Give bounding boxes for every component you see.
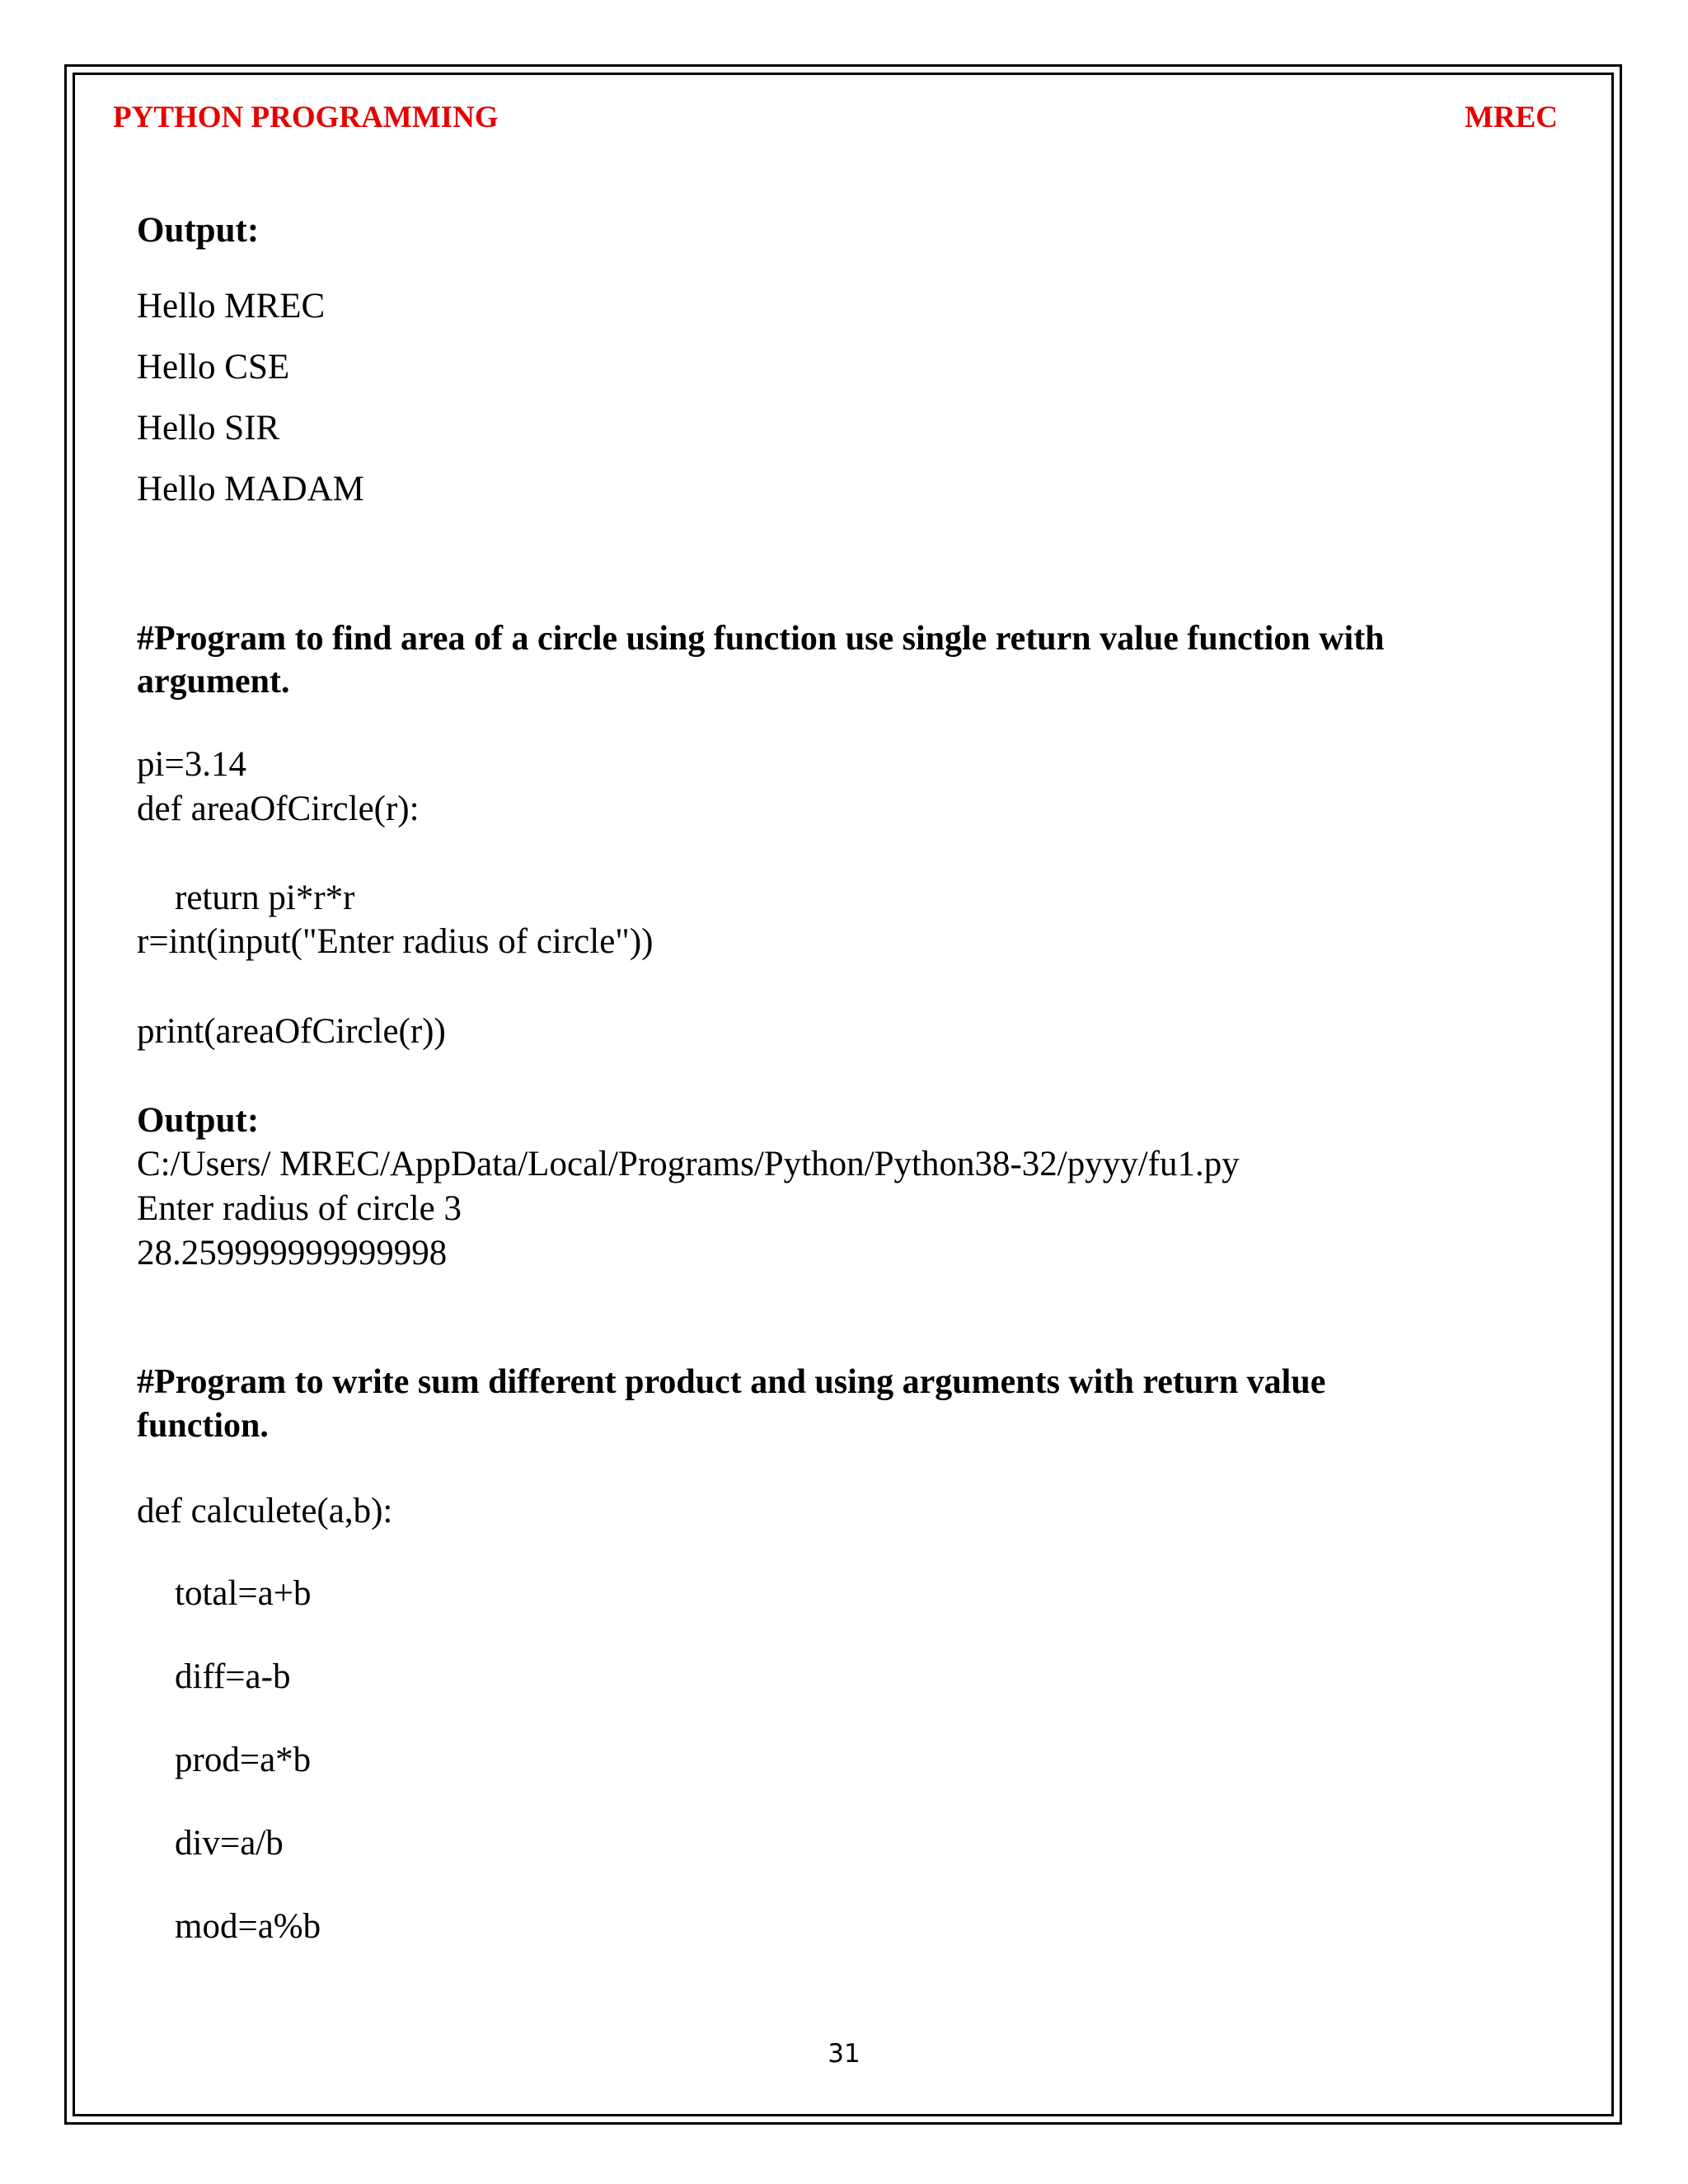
code-line: mod=a%b: [175, 1907, 321, 1946]
program-heading-area-circle-cont: argument.: [137, 663, 290, 701]
code-line: diff=a-b: [175, 1657, 291, 1696]
code-line: r=int(input("Enter radius of circle")): [137, 922, 654, 961]
output-label-2: Output:: [137, 1101, 260, 1140]
program-heading-calculate-cont: function.: [137, 1407, 269, 1445]
output-line: Hello CSE: [137, 348, 290, 387]
code-line: pi=3.14: [137, 745, 246, 784]
code-line: def areaOfCircle(r):: [137, 790, 420, 828]
code-line: total=a+b: [175, 1574, 312, 1613]
header-title: PYTHON PROGRAMMING: [113, 101, 499, 134]
code-line: def calculete(a,b):: [137, 1492, 393, 1530]
output-line: Enter radius of circle 3: [137, 1189, 462, 1228]
header-institution: MREC: [1464, 101, 1558, 134]
output-line: 28.259999999999998: [137, 1234, 448, 1272]
program-heading-area-circle: #Program to find area of a circle using function use single return value function with: [137, 620, 1385, 658]
program-heading-calculate: #Program to write sum different product and using arguments with return value: [137, 1363, 1326, 1401]
code-line: print(areaOfCircle(r)): [137, 1012, 446, 1051]
output-line: Hello MADAM: [137, 470, 364, 509]
page-border-inner: [73, 73, 1614, 2116]
code-line: return pi*r*r: [175, 879, 355, 917]
code-line: prod=a*b: [175, 1741, 312, 1779]
output-line: Hello MREC: [137, 287, 326, 326]
page-number: 31: [828, 2039, 860, 2069]
output-label-1: Output:: [137, 211, 260, 250]
output-line: Hello SIR: [137, 409, 280, 448]
output-line: C:/Users/ MREC/AppData/Local/Programs/Python/Python38-32/pyyy/fu1.py: [137, 1145, 1240, 1183]
code-line: div=a/b: [175, 1824, 284, 1863]
